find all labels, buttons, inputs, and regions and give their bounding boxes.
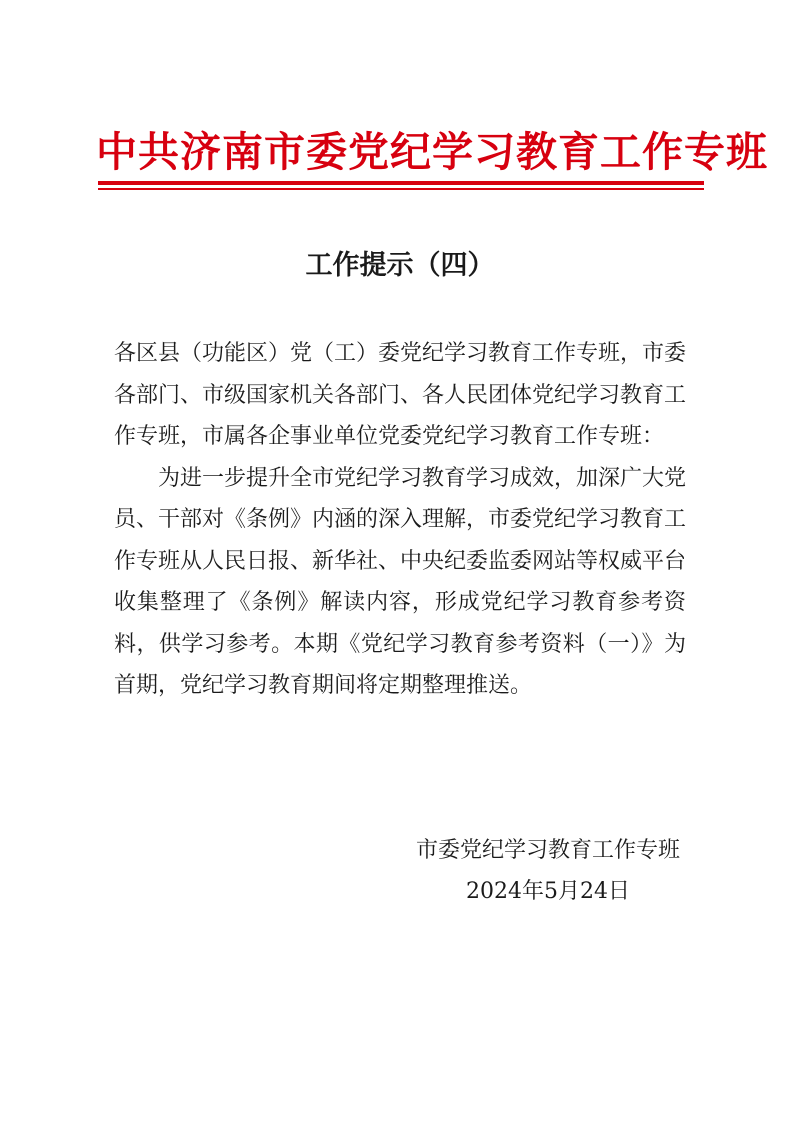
masthead-divider-thick [98, 181, 704, 185]
signature-issuer: 市委党纪学习教育工作专班 [415, 838, 680, 863]
document-title: 工作提示（四） [305, 250, 495, 281]
main-paragraph: 为进一步提升全市党纪学习教育学习成效，加深广大党员、干部对《条例》内涵的深入理解，市委党纪学习教育工作专班从人民日报、新华社、中央纪委监委网站等权威平台收集整理了《条例》解读内容，形成党纪学习教育参考资料，供学习参考。本期《党纪学习教育参考资料（一）》为首期，党纪学习教育期间将定期整理推送。 [114, 465, 687, 698]
recipients-paragraph: 各区县（功能区）党（工）委党纪学习教育工作专班，市委各部门、市级国家机关各部门、各人民团体党纪学习教育工作专班，市属各企事业单位党委党纪学习教育工作专班： [114, 341, 687, 449]
signature-date: 2024年5月24日 [466, 879, 630, 904]
masthead-divider-thin [98, 188, 704, 190]
masthead-org-name: 中共济南市委党纪学习教育工作专班 [96, 128, 768, 176]
signature-block [380, 830, 680, 912]
document-body [114, 333, 686, 707]
